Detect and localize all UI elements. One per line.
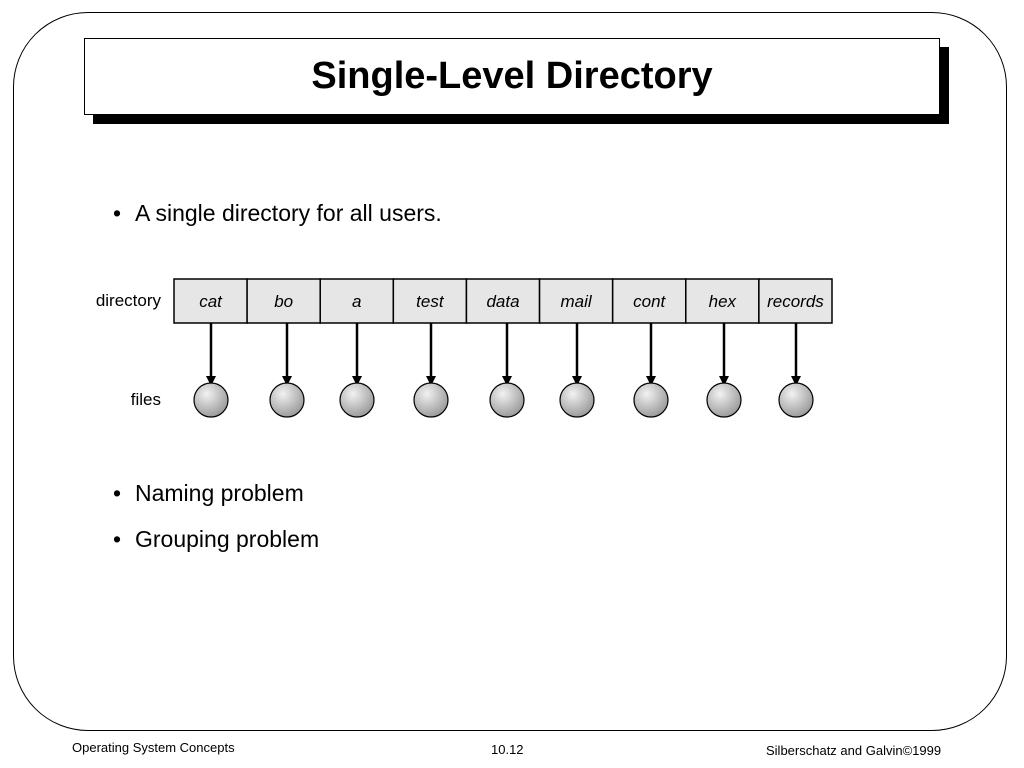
footer-left: Operating System Concepts [72, 740, 235, 755]
file-node [414, 383, 448, 417]
directory-label: directory [95, 291, 161, 310]
bullet-dot: • [113, 200, 122, 226]
bullet-text: Naming problem [135, 480, 304, 506]
footer-page-number: 10.12 [491, 742, 524, 757]
arrows [211, 323, 796, 381]
directory-entry-label: test [416, 292, 444, 311]
bullet-dot: • [113, 480, 122, 506]
directory-entry-label: cont [633, 292, 666, 311]
file-nodes [194, 383, 813, 417]
directory-entry-label: bo [274, 292, 294, 311]
file-node [779, 383, 813, 417]
bullet-text: Grouping problem [135, 526, 320, 552]
file-node [560, 383, 594, 417]
directory-entry-label: hex [708, 292, 737, 311]
files-label: files [130, 390, 161, 409]
file-node [707, 383, 741, 417]
directory-entry-label: records [767, 292, 824, 311]
directory-entry-label: a [352, 292, 362, 311]
file-node [490, 383, 524, 417]
file-node [270, 383, 304, 417]
directory-entry-label: mail [560, 292, 592, 311]
bullet-dot: • [113, 526, 122, 552]
file-node [634, 383, 668, 417]
directory-entry-label: data [486, 292, 520, 311]
bullet-item [113, 526, 319, 553]
footer-right: Silberschatz and Galvin©1999 [766, 743, 942, 758]
slide-title: Single-Level Directory [311, 55, 713, 97]
directory-cells [174, 279, 832, 323]
directory-entry-label: cat [199, 292, 222, 311]
file-node [340, 383, 374, 417]
bullet-item [113, 480, 304, 507]
file-node [194, 383, 228, 417]
bullet-text: A single directory for all users. [135, 200, 442, 226]
